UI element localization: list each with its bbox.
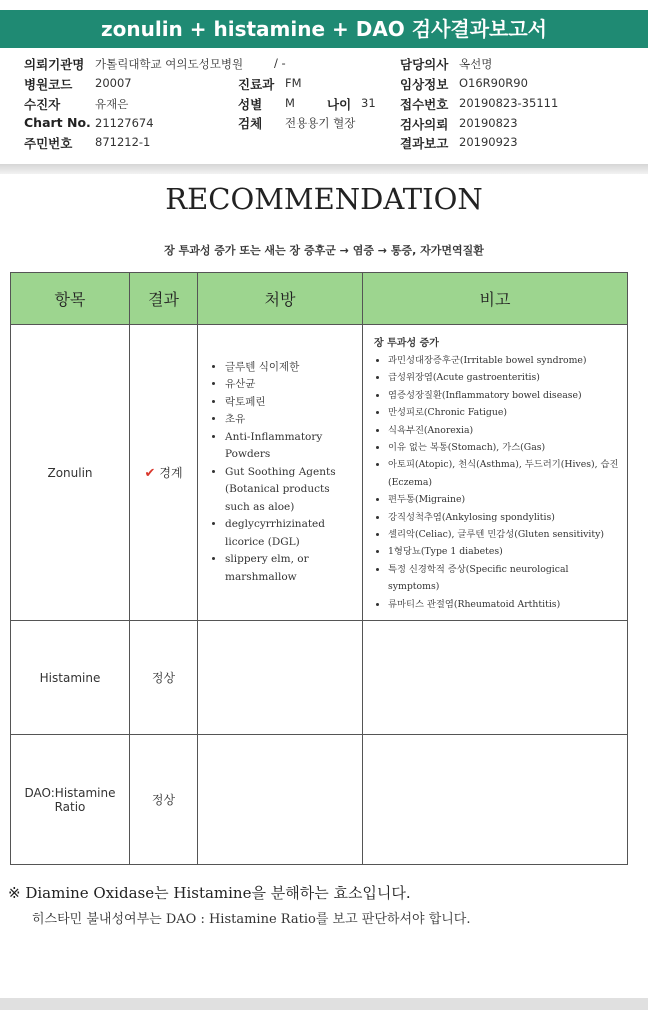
list-item: • 편두통(Migraine)	[388, 491, 622, 508]
header-item: 항목	[11, 273, 130, 325]
hospital-code-value: 20007	[95, 76, 132, 90]
result-cell: 정상	[130, 621, 198, 735]
patient-label: 수진자	[24, 97, 61, 112]
chart-value: 21127674	[95, 116, 154, 130]
dept-value: FM	[285, 76, 302, 90]
prescription-cell	[198, 325, 363, 621]
list-item: • 글루텐 식이제한	[225, 359, 355, 377]
item-cell: DAO:Histamine Ratio	[11, 735, 130, 865]
specimen-value: 전용용기 혈장	[285, 116, 356, 130]
age-value: 31	[361, 96, 376, 110]
prescription-list	[199, 359, 361, 587]
chart-label: Chart No.	[24, 115, 91, 130]
list-item: • 유산균	[225, 376, 355, 394]
prescription-cell	[198, 621, 363, 735]
list-item: • 1형당뇨(Type 1 diabetes)	[388, 543, 622, 560]
table-row	[11, 621, 628, 735]
list-item: • Gut Soothing Agents (Botanical products such as aloe)	[225, 464, 355, 517]
top-bar	[0, 0, 648, 10]
check-icon: ✔	[144, 466, 156, 481]
prescription-cell	[198, 735, 363, 865]
recommendation-heading: RECOMMENDATION	[165, 182, 483, 216]
list-item: • 과민성대장증후군(Irritable bowel syndrome)	[388, 352, 622, 369]
list-item: • 초유	[225, 411, 355, 429]
clinical-value: O16R90R90	[459, 76, 528, 90]
specimen-label: 검체	[238, 116, 263, 131]
receipt-label: 접수번호	[400, 97, 449, 112]
note-cell	[363, 735, 628, 865]
section-divider	[0, 164, 648, 174]
header-prescription: 처방	[198, 273, 363, 325]
request-label: 검사의뢰	[400, 117, 449, 132]
sex-label: 성별	[238, 97, 263, 112]
note-cell	[363, 621, 628, 735]
hospital-code-label: 병원코드	[24, 77, 73, 92]
result-cell: 정상	[130, 735, 198, 865]
clinical-label: 임상정보	[400, 77, 449, 92]
table-row	[11, 735, 628, 865]
list-item: • slippery elm, or marshmallow	[225, 551, 355, 586]
report-value: 20190923	[459, 135, 518, 149]
result-cell	[130, 325, 198, 621]
institution-value: 가톨릭대학교 여의도성모병원	[95, 57, 244, 71]
list-item: • 식욕부진(Anorexia)	[388, 422, 622, 439]
list-item: • 셀리악(Celiac), 글루텐 민감성(Gluten sensitivity)	[388, 526, 622, 543]
receipt-value: 20190823-35111	[459, 96, 559, 110]
list-item: • 만성피로(Chronic Fatigue)	[388, 404, 622, 421]
list-item: • 급성위장염(Acute gastroenteritis)	[388, 369, 622, 386]
footer-note-2: 히스타민 불내성여부는 DAO : Histamine Ratio를 보고 판단하셔야 합니다.	[32, 912, 471, 927]
table-row	[11, 325, 628, 621]
list-item: • 이유 없는 복통(Stomach), 가스(Gas)	[388, 439, 622, 456]
list-item: • 염증성장질환(Inflammatory bowel disease)	[388, 387, 622, 404]
header-result: 결과	[130, 273, 198, 325]
item-cell: Histamine	[11, 621, 130, 735]
patient-value: 유재은	[95, 97, 129, 111]
list-item: • deglycyrrhizinated licorice (DGL)	[225, 516, 355, 551]
rrn-label: 주민번호	[24, 136, 73, 151]
report-title: zonulin + histamine + DAO 검사결과보고서	[0, 10, 648, 48]
request-value: 20190823	[459, 116, 518, 130]
note-title: 장 투과성 증가	[374, 338, 439, 349]
result-value: 경계	[159, 466, 183, 480]
recommendation-table	[10, 272, 628, 865]
list-item: • Anti-Inflammatory Powders	[225, 429, 355, 464]
table-header-row	[11, 273, 628, 325]
dept-label: 진료과	[238, 77, 275, 92]
header-note: 비고	[363, 273, 628, 325]
report-label: 결과보고	[400, 136, 449, 151]
list-item: • 락토페린	[225, 394, 355, 412]
bottom-bar	[0, 998, 648, 1010]
doctor-value: 옥선명	[459, 57, 493, 71]
institution-label: 의뢰기관명	[24, 57, 85, 72]
list-item: • 류마티스 관절염(Rheumatoid Arthtitis)	[388, 596, 622, 613]
rrn-value: 871212-1	[95, 135, 151, 149]
footer-note-1: ※ Diamine Oxidase는 Histamine을 분해하는 효소입니다.	[8, 884, 411, 902]
note-list	[364, 352, 626, 617]
note-cell	[363, 325, 628, 621]
list-item: • 특정 신경학적 증상(Specific neurological symptoms)	[388, 561, 622, 596]
list-item: • 아토피(Atopic), 천식(Asthma), 두드러기(Hives), 습진(Eczema)	[388, 456, 622, 491]
recommendation-subtitle: 장 투과성 증가 또는 새는 장 증후군 → 염증 → 통증, 자가면역질환	[164, 244, 484, 257]
item-cell: Zonulin	[11, 325, 130, 621]
doctor-label: 담당의사	[400, 57, 449, 72]
age-label: 나이	[327, 97, 352, 112]
list-item: • 강직성척추염(Ankylosing spondylitis)	[388, 509, 622, 526]
sex-value: M	[285, 96, 295, 110]
ward-value: / -	[274, 56, 286, 70]
patient-info-panel	[0, 48, 648, 165]
